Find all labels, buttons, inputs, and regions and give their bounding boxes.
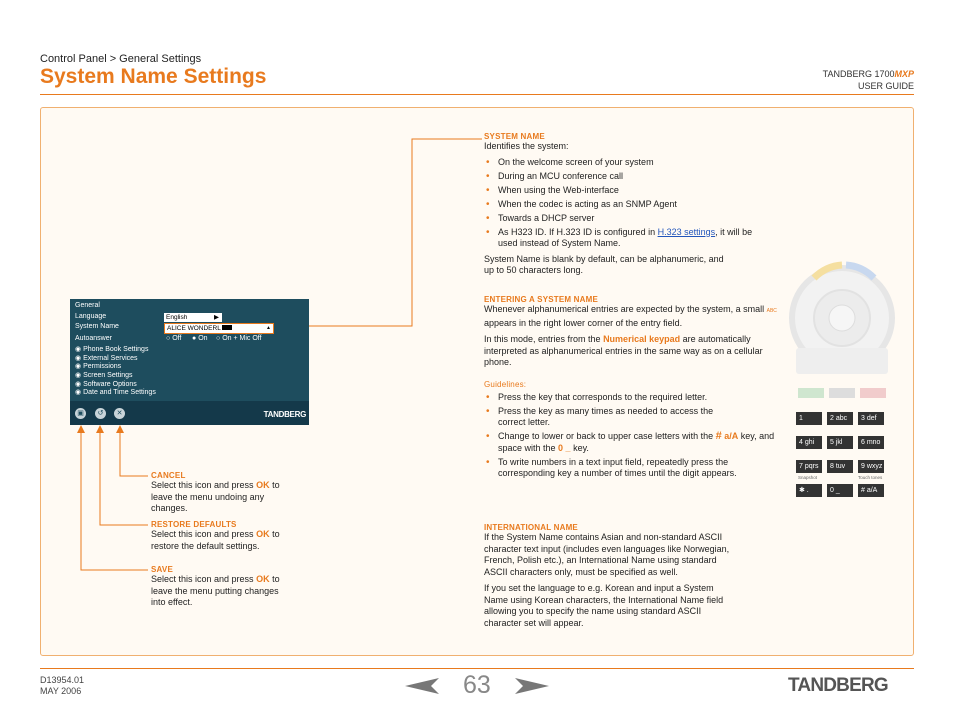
system-name-intro: Identifies the system: [484, 141, 569, 151]
list-item: • Change to lower or back to upper case letters with the # a/A key, and space with the 0 _ key. [484, 431, 784, 454]
list-item: • As H323 ID. If H.323 ID is configured in H.323 settings, it will be used instead of System Name. [484, 227, 758, 250]
cancel-text: Select this icon and press OK to leave the menu undoing any changes. [151, 480, 280, 513]
footer-divider [40, 668, 914, 669]
list-item: • To write numbers in a text input field, repeatedly press the corresponding key a number of times until the digit appears. [484, 457, 784, 480]
autoanswer-on-mic-off[interactable]: ○ On + Mic Off [216, 335, 262, 342]
list-item: • During an MCU conference call [484, 171, 784, 183]
autoanswer-off[interactable]: ○ Off [166, 335, 182, 342]
autoanswer-on[interactable]: ● On [192, 335, 208, 342]
guide-label: USER GUIDE [857, 81, 914, 91]
system-name-list [484, 157, 784, 250]
restore-text: Select this icon and press OK to restore the default settings. [151, 529, 280, 551]
key-4[interactable]: 4 ghi [796, 436, 822, 449]
list-item: • On the welcome screen of your system [484, 157, 784, 169]
international-p2: If you set the language to e.g. Korean and input a System Name using Korean characters, the International Name field allowing you to specify the name using standard ASCII character set will appear. [484, 583, 724, 628]
key-0[interactable]: 0 _ [827, 484, 853, 497]
numeric-keypad [796, 412, 886, 502]
save-text: Select this icon and press OK to leave the menu putting changes into effect. [151, 574, 280, 607]
cancel-icon[interactable]: ✕ [114, 408, 125, 419]
system-name-label: System Name [75, 323, 119, 330]
next-page-icon[interactable] [515, 677, 549, 695]
key-2[interactable]: 2 abc [827, 412, 853, 425]
entering-heading: ENTERING A SYSTEM NAME [484, 295, 599, 304]
remote-navigation-icon [786, 258, 898, 398]
list-item: • Press the key as many times as needed to access the correct letter. [484, 406, 738, 429]
key-3[interactable]: 3 def [858, 412, 884, 425]
screen-toolbar [70, 401, 309, 425]
footer-doc-info [40, 675, 84, 697]
save-callout [151, 565, 281, 609]
system-name-note: System Name is blank by default, can be alphanumeric, and up to 50 characters long. [484, 253, 724, 275]
doc-id: D13954.01 [40, 675, 85, 685]
key-5[interactable]: 5 jkl [827, 436, 853, 449]
screen-heading: General [75, 302, 100, 309]
guidelines-heading: Guidelines: [484, 379, 527, 389]
cancel-heading: CANCEL [151, 471, 186, 480]
list-item: • When using the Web-interface [484, 185, 784, 197]
submenu-permissions[interactable]: ◉ Permissions [75, 363, 122, 370]
save-icon[interactable]: ▣ [75, 408, 86, 419]
entering-p2: In this mode, entries from the Numerical keypad are automatically interpreted as alphanumerical entries in the same way as on a cellular phone. [484, 334, 763, 367]
list-item: • Towards a DHCP server [484, 213, 784, 225]
submenu-phone-book[interactable]: ◉ Phone Book Settings [75, 346, 149, 353]
list-item: • When the codec is acting as an SNMP Agent [484, 199, 784, 211]
list-item: • Press the key that corresponds to the required letter. [484, 392, 784, 404]
key-7[interactable]: 7 pqrs [796, 460, 822, 473]
touch-tones-label: Touch tones [858, 475, 883, 480]
tandberg-logo: TANDBERG [788, 675, 888, 696]
settings-screen [70, 299, 309, 425]
page-title: System Name Settings [40, 65, 267, 88]
cancel-callout [151, 471, 291, 515]
save-heading: SAVE [151, 565, 173, 574]
product-model: MXP [894, 69, 914, 79]
submenu-date-time[interactable]: ◉ Date and Time Settings [75, 389, 156, 396]
snapshot-label: Snapshot [798, 475, 818, 480]
restore-heading: RESTORE DEFAULTS [151, 520, 237, 529]
restore-defaults-icon[interactable]: ↺ [95, 408, 106, 419]
key-8[interactable]: 8 tuv [827, 460, 853, 473]
screen-logo: TANDBERG [263, 410, 306, 419]
submenu-external-services[interactable]: ◉ External Services [75, 355, 138, 362]
system-name-input[interactable]: ALICE WONDERL ▲ [164, 323, 274, 334]
page-number: 63 [463, 671, 491, 699]
international-heading: INTERNATIONAL NAME [484, 523, 578, 532]
entering-p1: Whenever alphanumerical entries are expected by the system, a small ABC appears in the right lower corner of the entry field. [484, 304, 777, 328]
key-1[interactable]: 1 [796, 412, 822, 425]
restore-callout [151, 520, 291, 552]
breadcrumb: Control Panel > General Settings [40, 53, 202, 65]
submenu-software-options[interactable]: ◉ Software Options [75, 381, 137, 388]
language-select[interactable]: English ▶ [164, 313, 222, 322]
key-9[interactable]: 9 wxyz [858, 460, 884, 473]
international-p1: If the System Name contains Asian and non-standard ASCII character text input (includes even languages like Norwegian, French, Polish etc.), an International Name using standard ASCII characters only, must be specified as well. [484, 532, 730, 577]
submenu-screen-settings[interactable]: ◉ Screen Settings [75, 372, 133, 379]
prev-page-icon[interactable] [405, 677, 439, 695]
guidelines-list [484, 392, 784, 480]
h323-settings-link[interactable]: H.323 settings [657, 226, 716, 237]
doc-date: MAY 2006 [40, 686, 82, 696]
international-section [484, 523, 734, 629]
entering-section [484, 295, 784, 482]
system-name-heading: SYSTEM NAME [484, 132, 545, 141]
key-6[interactable]: 6 mno [858, 436, 884, 449]
key-hash[interactable]: # a/A [858, 484, 884, 497]
language-label: Language [75, 313, 107, 320]
key-star[interactable]: ✱ . [796, 484, 822, 497]
autoanswer-label: Autoanswer [75, 335, 112, 342]
product-prefix: TANDBERG 1700 [822, 69, 895, 79]
system-name-section [484, 132, 784, 277]
